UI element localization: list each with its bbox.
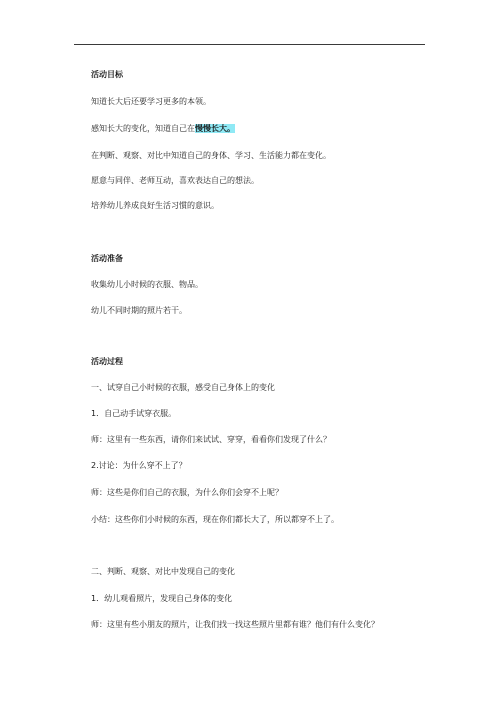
process-item-7: 二、判断、观察、对比中发现自己的变化 <box>91 567 235 576</box>
highlighted-text: 慢慢长大 <box>195 124 227 133</box>
process-item-2: 1．自己动手试穿衣服。 <box>91 409 177 418</box>
goal-item-2-text: 感知长大的变化，知道自己在 <box>91 124 195 133</box>
process-item-3: 师：这里有一些东西，请你们来试试、穿穿，看看你们发现了什么？ <box>91 435 331 444</box>
goal-item-2 <box>91 123 235 134</box>
process-item-6: 小结：这些你们小时候的东西，现在你们都长大了，所以都穿不上了。 <box>91 515 339 524</box>
highlighted-text-tail: 。 <box>227 124 235 133</box>
process-item-5: 师：这些是你们自己的衣服，为什么你们会穿不上呢？ <box>91 488 283 497</box>
process-item-1: 一、试穿自己小时候的衣服，感受自己身体上的变化 <box>91 383 275 392</box>
prep-item-1: 收集幼儿小时候的衣服、物品。 <box>91 280 203 289</box>
goal-item-1: 知道长大后还要学习更多的本领。 <box>91 97 211 106</box>
header-rule <box>74 44 425 45</box>
prep-item-2: 幼儿不同时期的照片若干。 <box>91 306 187 315</box>
process-item-4: 2.讨论：为什么穿不上了？ <box>91 461 187 470</box>
section-heading-prep: 活动准备 <box>91 254 123 263</box>
goal-item-3: 在判断、观察、对比中知道自己的身体、学习、生活能力都在变化。 <box>91 151 331 160</box>
process-item-9: 师：这里有些小朋友的照片，让我们找一找这些照片里都有谁？他们有什么变化？ <box>91 620 379 629</box>
process-item-8: 1．幼儿观看照片，发现自己身体的变化 <box>91 594 233 603</box>
section-heading-process: 活动过程 <box>91 357 123 366</box>
section-heading-goals: 活动目标 <box>91 70 123 79</box>
goal-item-5: 培养幼儿养成良好生活习惯的意识。 <box>91 201 219 210</box>
goal-item-4: 愿意与同伴、老师互动，喜欢表达自己的想法。 <box>91 176 259 185</box>
